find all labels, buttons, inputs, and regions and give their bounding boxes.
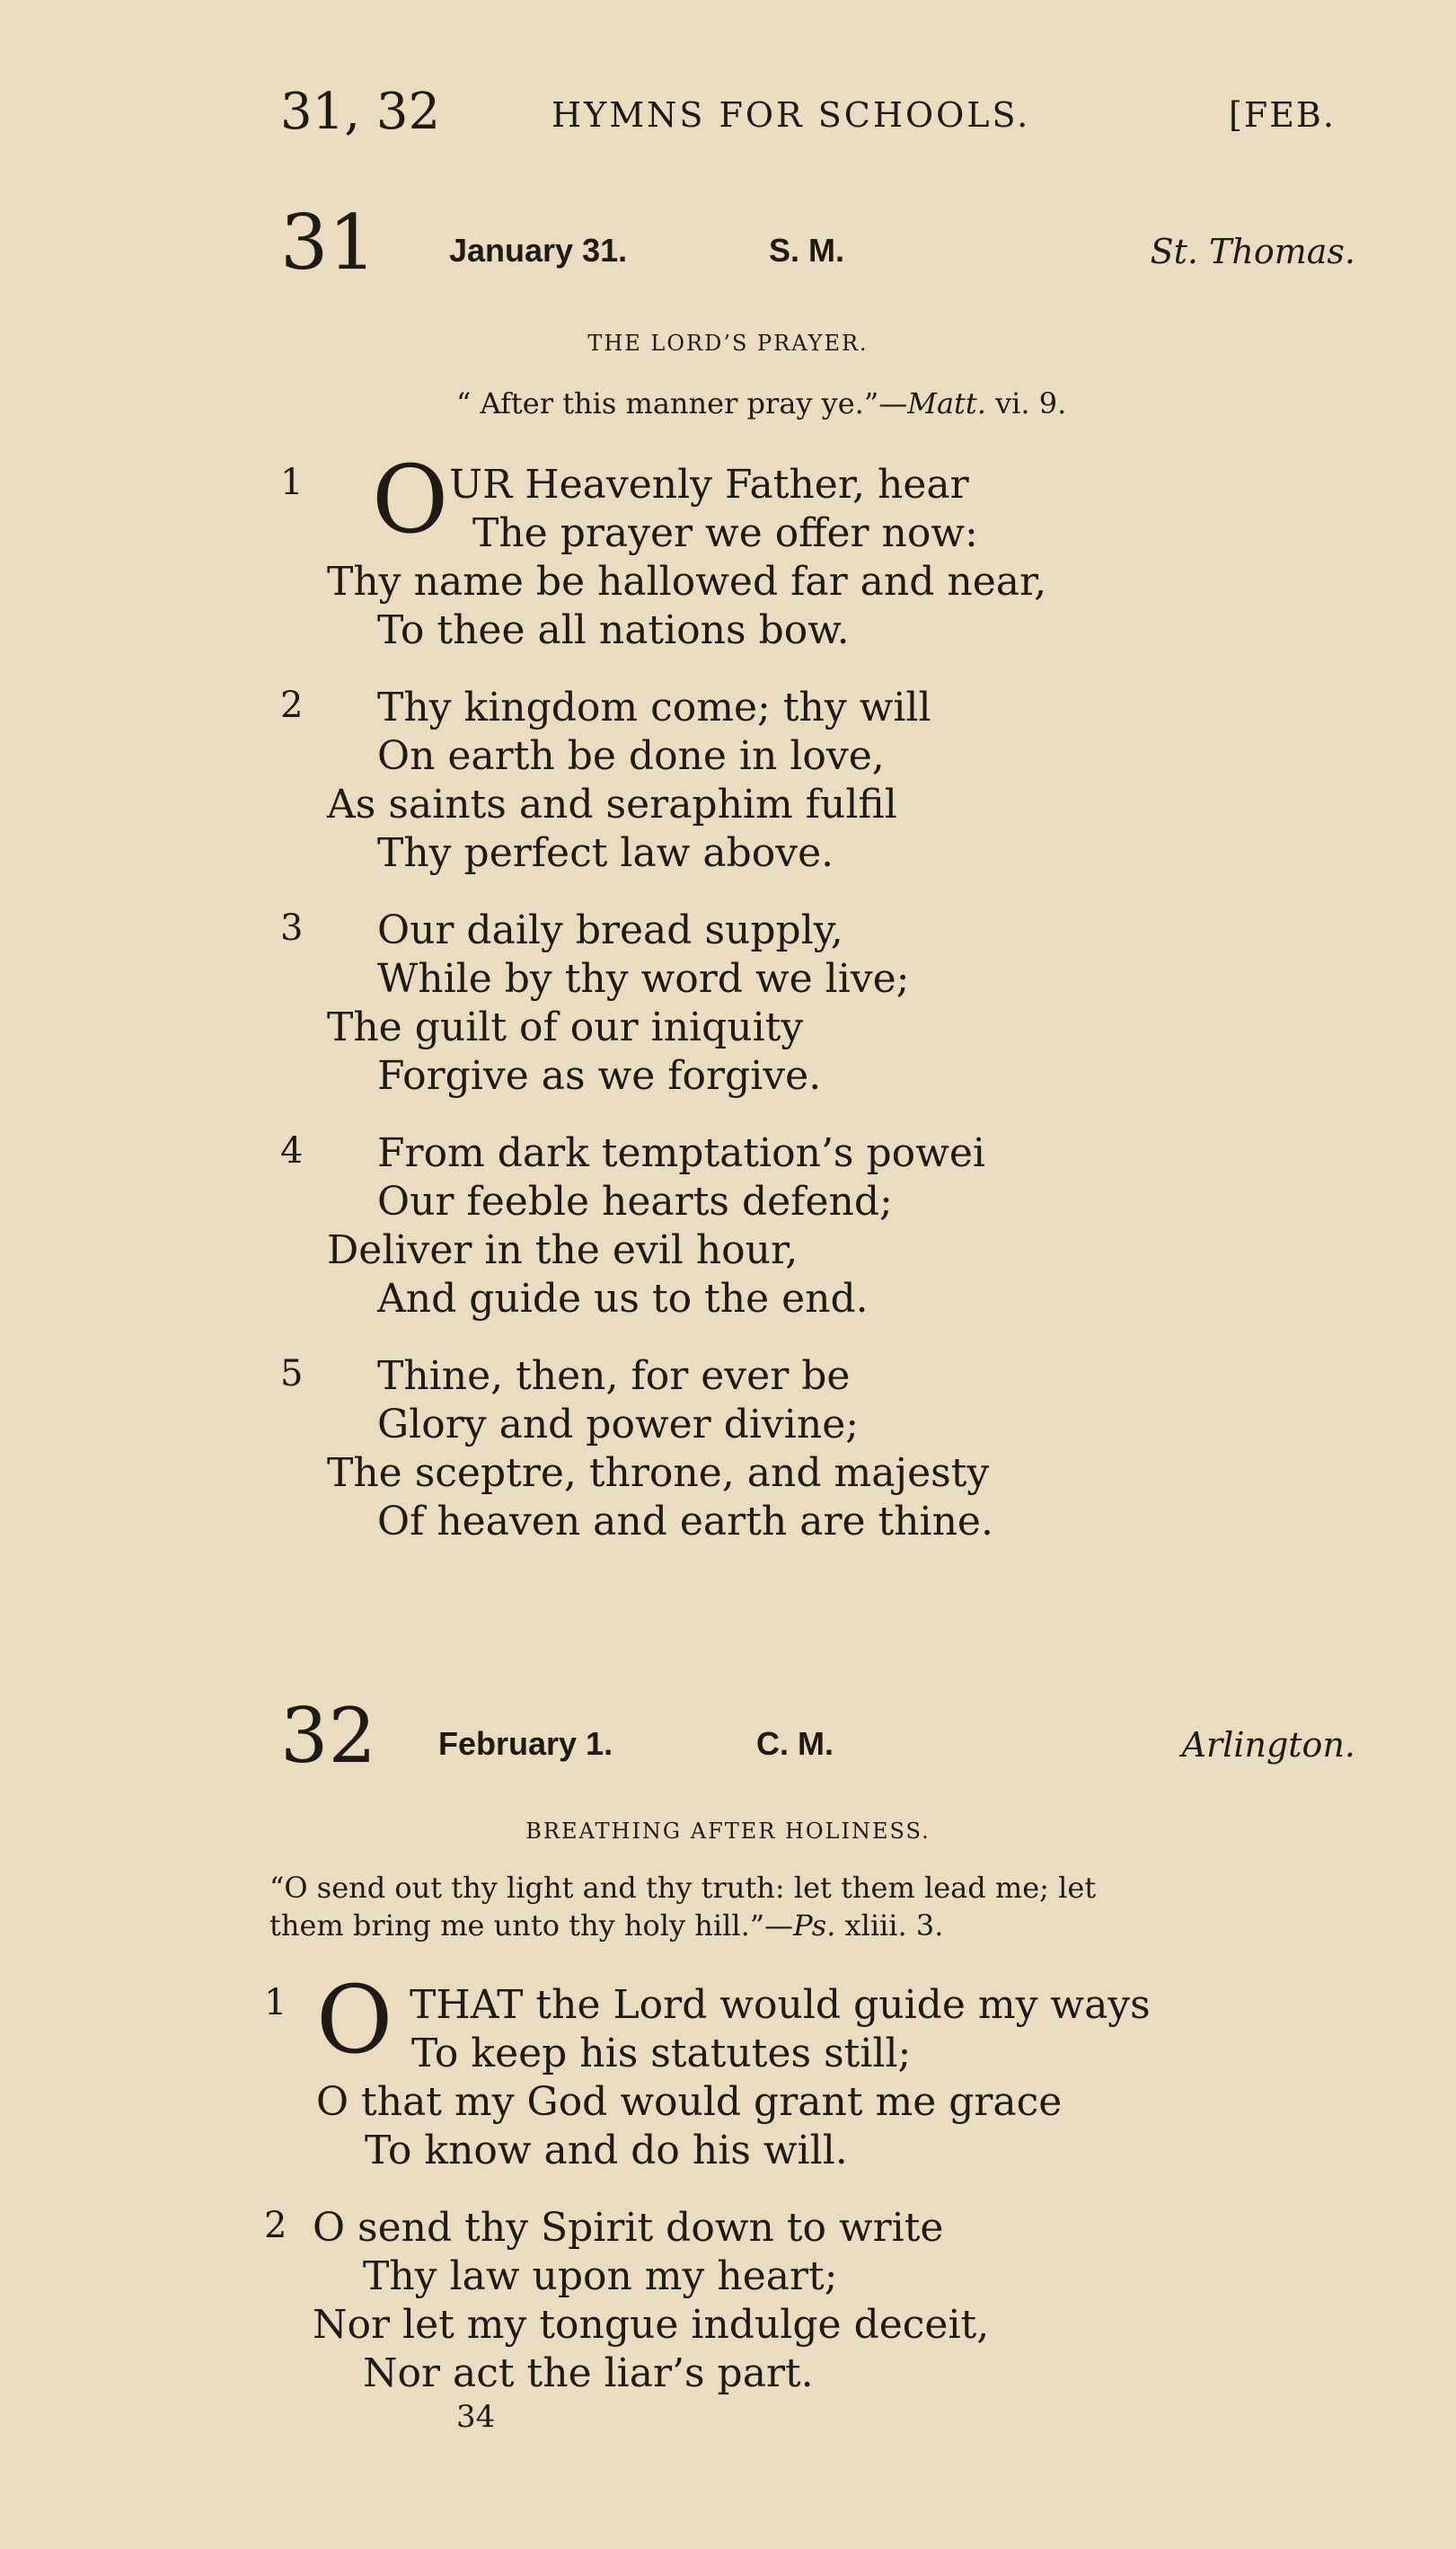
- verse-line: The sceptre, throne, and majesty: [327, 1450, 990, 1496]
- hymn-tune: Arlington.: [1181, 1725, 1355, 1765]
- verse-line: Of heaven and earth are thine.: [377, 1499, 993, 1544]
- verse-line: Nor act the liar’s part.: [363, 2350, 814, 2396]
- verse-line: From dark temptation’s powei: [377, 1130, 985, 1176]
- verse-line: Our feeble hearts defend;: [377, 1179, 893, 1225]
- verse-line: Glory and power divine;: [377, 1402, 860, 1447]
- verse-number: 2: [280, 685, 304, 726]
- verse-line: O that my God would grant me grace: [316, 2079, 1063, 2125]
- verse-line: The guilt of our iniquity: [327, 1005, 804, 1050]
- epigraph-tail: xliii. 3.: [835, 1908, 944, 1943]
- hymn-number: 31: [280, 199, 376, 287]
- verse-line: Thy perfect law above.: [377, 830, 834, 876]
- running-head: [0, 83, 1456, 146]
- epigraph-reference: Ps.: [793, 1908, 836, 1943]
- verse-line: To know and do his will.: [365, 2128, 848, 2173]
- verse-line: As saints and seraphim fulfil: [327, 782, 897, 828]
- verse-line: Thy name be hallowed far and near,: [327, 559, 1047, 605]
- verse-line: To thee all nations bow.: [377, 607, 850, 653]
- hymn-date: January 31.: [449, 232, 628, 269]
- hymn-meter: C. M.: [756, 1725, 834, 1762]
- verse-line: O send thy Spirit down to write: [313, 2205, 944, 2251]
- drop-cap: O: [372, 445, 449, 554]
- hymn-date: February 1.: [438, 1725, 613, 1762]
- epigraph-line: [269, 1907, 1365, 1944]
- verse-line: The prayer we offer now:: [472, 510, 978, 556]
- hymn-32-header: [0, 1692, 1456, 1780]
- epigraph-tail: vi. 9.: [985, 386, 1067, 420]
- hymn-tune: St. Thomas.: [1150, 232, 1355, 271]
- hymn-number: 32: [280, 1692, 376, 1780]
- drop-cap: O: [316, 1965, 393, 2075]
- verse-number: 5: [280, 1353, 304, 1394]
- folio-page-number: 34: [456, 2399, 496, 2435]
- verse-line: Our daily bread supply,: [377, 907, 843, 953]
- hymn-epigraph: [269, 1869, 1365, 1944]
- running-head-title: HYMNS FOR SCHOOLS.: [552, 95, 1031, 135]
- epigraph-text: “ After this manner pray ye.”—: [456, 386, 908, 420]
- verse-number: 2: [264, 2205, 287, 2246]
- verse-number: 1: [264, 1982, 287, 2023]
- epigraph-line: “O send out thy light and thy truth: let them lead me; let: [269, 1871, 1097, 1905]
- hymn-meter: S. M.: [769, 232, 845, 269]
- hymn-31-header: [0, 199, 1456, 287]
- verse-line: And guide us to the end.: [377, 1276, 869, 1322]
- verse-number: 3: [280, 907, 304, 949]
- verse-line: Forgive as we forgive.: [377, 1053, 822, 1099]
- verse-line: THAT the Lord would guide my ways: [410, 1982, 1151, 2028]
- verse-line: UR Heavenly Father, hear: [449, 462, 969, 508]
- running-head-month: [FEB.: [1229, 95, 1336, 135]
- verse-line: Nor let my tongue indulge deceit,: [313, 2302, 990, 2348]
- verse-number: 4: [280, 1130, 304, 1172]
- verse-line: Thine, then, for ever be: [377, 1353, 851, 1399]
- hymn-subject: THE LORD’S PRAYER.: [587, 331, 869, 356]
- verse-line: Deliver in the evil hour,: [327, 1227, 799, 1273]
- verse-line: While by thy word we live;: [377, 956, 910, 1002]
- verse-line: On earth be done in love,: [377, 733, 885, 779]
- hymn-epigraph: [456, 385, 1066, 422]
- epigraph-text: them bring me unto thy holy hill.”—: [269, 1908, 794, 1943]
- verse-number: 1: [280, 462, 304, 503]
- epigraph-reference: Matt.: [907, 386, 986, 420]
- verse-line: To keep his statutes still;: [411, 2031, 912, 2076]
- running-head-page-numbers: 31, 32: [280, 83, 441, 141]
- verse-line: Thy kingdom come; thy will: [377, 685, 931, 730]
- hymn-subject: BREATHING AFTER HOLINESS.: [525, 1819, 931, 1844]
- verse-line: Thy law upon my heart;: [363, 2253, 838, 2299]
